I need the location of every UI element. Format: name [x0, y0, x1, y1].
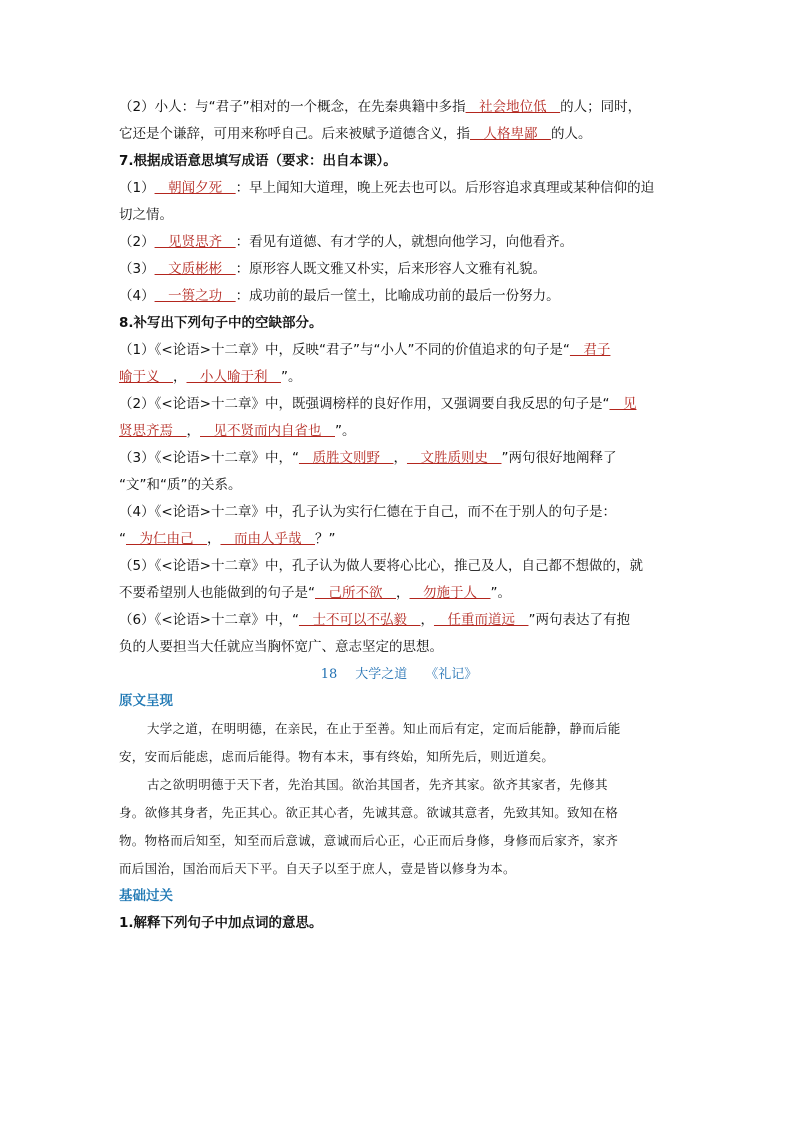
text: 的人。: [551, 126, 592, 142]
item-text: ：早上闻知大道理，晚上死去也可以。后形容追求真理或某种信仰的迫: [235, 180, 655, 196]
answer-blank: ＿士不可以不弘毅＿: [298, 612, 421, 628]
section-heading-original: 原文呈现: [119, 693, 173, 709]
q6-item2-line2: [119, 121, 679, 148]
q8-item-5-line2: [119, 580, 679, 607]
item-text: ：成功前的最后一筐土，比喻成功前的最后一份努力。: [235, 288, 560, 304]
lesson-title: [119, 661, 679, 688]
q7-item-2: [119, 229, 679, 256]
item-text: ：原形容人既文雅又朴实，后来形容人文雅有礼貌。: [235, 261, 547, 277]
original-p2-line3: 物。物格而后知至，知至而后意诚，意诚而后心正，心正而后身修，身修而后家齐，家齐: [119, 833, 619, 848]
text: 的人；同时，: [560, 99, 642, 115]
text: ，: [173, 369, 187, 385]
text: （6）《<论语>十二章》中，“: [119, 612, 299, 628]
answer-blank: ＿质胜文则野＿: [298, 450, 394, 466]
original-p1-line1: 大学之道，在明明德，在亲民，在止于至善。知止而后有定，定而后能静，静而后能: [147, 721, 621, 736]
answer-blank: ＿人格卑鄙＿: [470, 126, 551, 142]
answer-blank: ＿己所不欲＿: [315, 585, 396, 601]
answer-blank: 喻于义＿: [119, 369, 173, 385]
text: ，: [420, 612, 434, 628]
text: （1）《<论语>十二章》中，反映“君子”与“小人”不同的价值追求的句子是“: [119, 342, 570, 358]
q8-item-4-line1: （4）《<论语>十二章》中，孔子认为实行仁德在于自己，而不在于别人的句子是：: [119, 504, 616, 520]
text: ，: [186, 423, 200, 439]
lesson-name: 大学之道: [355, 667, 408, 682]
q8-item-3-line2: “文”和“质”的关系。: [119, 477, 242, 493]
lesson-source: 《礼记》: [425, 667, 478, 682]
q1-heading: 1.解释下列句子中加点词的意思。: [119, 915, 323, 931]
text: ”两句表达了有抱: [528, 612, 630, 628]
q7-item-3: [119, 256, 679, 283]
text: 它还是个谦辞，可用来称呼自己。后来被赋予道德含义，指: [119, 126, 470, 142]
q8-item-2-line2: [119, 418, 679, 445]
answer-blank: ＿任重而道远＿: [433, 612, 529, 628]
answer-blank: ＿朝闻夕死＿: [154, 180, 236, 196]
answer-blank: ＿文胜质则史＿: [406, 450, 502, 466]
q7-heading: 7.根据成语意思填写成语（要求：出自本课）。: [119, 153, 397, 169]
original-p1-line2: 安，安而后能虑，虑而后能得。物有本末，事有终始，知所先后，则近道矣。: [119, 749, 555, 764]
answer-blank: ＿社会地位低＿: [465, 99, 561, 115]
answer-blank: ＿而由人乎哉＿: [220, 531, 315, 547]
text: ，: [393, 450, 407, 466]
answer-blank: ＿勿施于人＿: [409, 585, 491, 601]
original-p2-line1: 古之欲明明德于天下者，先治其国。欲治其国者，先齐其家。欲齐其家者，先修其: [147, 777, 608, 792]
answer-blank: ＿见贤思齐＿: [154, 234, 236, 250]
item-number: （2）: [119, 234, 155, 250]
text: ？”: [315, 531, 336, 547]
answer-blank: ＿见: [609, 396, 637, 412]
text: 不要希望别人也能做到的句子是“: [119, 585, 315, 601]
answer-blank: ＿文质彬彬＿: [154, 261, 236, 277]
text: （3）《<论语>十二章》中，“: [119, 450, 299, 466]
q8-item-2-line1: [119, 391, 679, 418]
q8-item-1-line2: [119, 364, 679, 391]
original-p2-line2: 身。欲修其身者，先正其心。欲正其心者，先诚其意。欲诚其意者，先致其知。致知在格: [119, 805, 619, 820]
text: ”。: [281, 369, 302, 385]
answer-blank: ＿君子: [569, 342, 611, 358]
text: ，: [396, 585, 410, 601]
item-number: （1）: [119, 180, 155, 196]
item-number: （4）: [119, 288, 155, 304]
item-number: （3）: [119, 261, 155, 277]
answer-blank: ＿为仁由己＿: [126, 531, 207, 547]
q8-item-5-line1: （5）《<论语>十二章》中，孔子认为做人要将心比心，推己及人，自己都不想做的，就: [119, 558, 643, 574]
q6-item2-line1: [119, 94, 679, 121]
lesson-number: 18: [320, 667, 338, 682]
q8-item-3-line1: [119, 445, 679, 472]
q8-item-1-line1: [119, 337, 679, 364]
q7-item-4: [119, 283, 679, 310]
answer-blank: ＿一篑之功＿: [154, 288, 236, 304]
section-heading-basic: 基础过关: [119, 888, 173, 904]
q7-item-1-cont: 切之情。: [119, 207, 173, 223]
text: “: [119, 531, 126, 547]
answer-blank: ＿小人喻于利＿: [186, 369, 281, 385]
q8-heading: 8.补写出下列句子中的空缺部分。: [119, 315, 323, 331]
text: （2）《<论语>十二章》中，既强调榜样的良好作用，又强调要自我反思的句子是“: [119, 396, 610, 412]
text: ”。: [335, 423, 356, 439]
text: ”两句很好地阐释了: [501, 450, 617, 466]
item-text: ：看见有道德、有才学的人，就想向他学习，向他看齐。: [235, 234, 574, 250]
q8-item-6-line1: [119, 607, 679, 634]
q8-item-4-line2: [119, 526, 679, 553]
answer-blank: ＿见不贤而内自省也＿: [200, 423, 335, 439]
answer-blank: 贤思齐焉＿: [119, 423, 187, 439]
q7-item-1: [119, 175, 679, 202]
text: ”。: [490, 585, 511, 601]
q8-item-6-line2: 负的人要担当大任就应当胸怀宽广、意志坚定的思想。: [119, 639, 443, 655]
original-p2-line4: 而后国治，国治而后天下平。自天子以至于庶人，壹是皆以修身为本。: [119, 861, 516, 876]
text: ，: [207, 531, 221, 547]
document-page: [119, 94, 679, 937]
text: （2）小人：与“君子”相对的一个概念，在先秦典籍中多指: [119, 99, 466, 115]
